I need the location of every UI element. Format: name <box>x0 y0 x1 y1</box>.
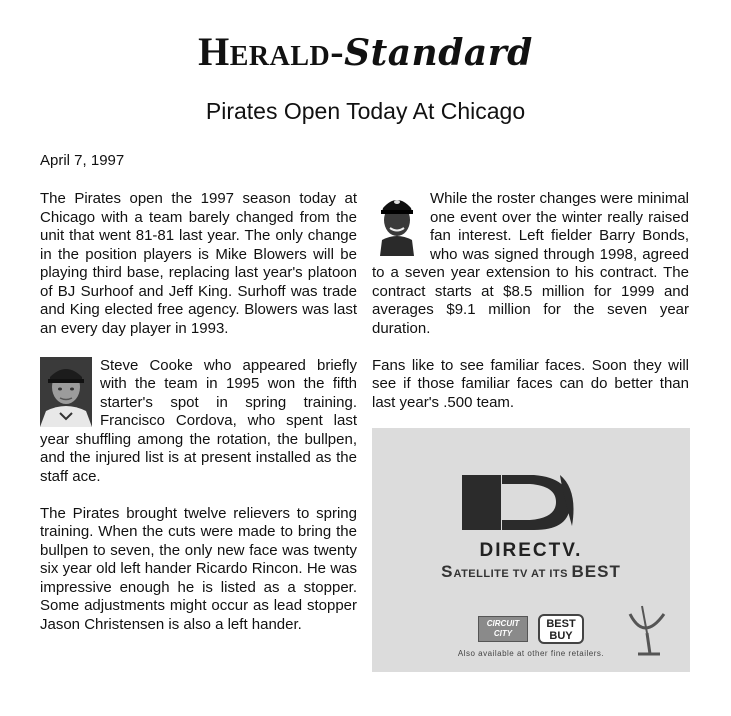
bonds-photo <box>372 190 422 256</box>
best-buy-line1: BEST <box>546 618 576 630</box>
circuit-city-line2: CITY <box>493 629 513 638</box>
paragraph-bullpen: The Pirates brought twelve relievers to spring training. When the cuts were made to bring the bullpen to seven, the only new face was twenty six year old left hander Ricardo Rincon. He was impressive enough he is listed as a stopper. Some adjustments might occur as lead stopper Jason Christensen is also a left hander. <box>40 504 357 633</box>
ad-footer-note: Also available at other fine retailers. <box>457 649 605 658</box>
directv-brand: DIRECTV. <box>479 540 583 561</box>
masthead-herald: Herald <box>198 29 331 74</box>
directv-tagline <box>372 562 690 582</box>
paragraph-familiar-faces: Fans like to see familiar faces. Soon they will see if those familiar faces can do better than last year's .500 team. <box>372 356 689 411</box>
article-column-right <box>372 190 689 431</box>
circuit-city-logo <box>478 616 528 642</box>
satellite-dish-icon <box>630 606 664 654</box>
tagline-best: BEST <box>571 562 621 581</box>
masthead-standard: Standard <box>344 32 533 74</box>
masthead <box>0 28 731 75</box>
paragraph-cooke: Steve Cooke who appeared briefly with the team in 1995 won the fifth starter's spot in spring training. Francisco Cordova, who spent last year shuffling among the rotation, the bullpen, and the injured list is at present installed as the staff ace. <box>40 356 357 485</box>
tagline-s: S <box>441 562 454 581</box>
headline: Pirates Open Today At Chicago <box>205 98 526 124</box>
tagline-tv-at-its: TV AT ITS <box>509 568 572 580</box>
directv-advertisement <box>372 428 690 672</box>
article-date: April 7, 1997 <box>40 152 125 169</box>
paragraph-bonds: While the roster changes were minimal one event over the winter really raised fan interest. Left fielder Barry Bonds, who was signed through 1998, agreed to a seven year extension to his contract. The contract starts at $8.5 million for 1999 and averages $9.1 million for the seven year duration. <box>372 190 689 337</box>
tagline-atellite: ATELLITE <box>453 568 510 580</box>
circuit-city-line1: CIRCUIT <box>486 619 520 628</box>
best-buy-line2: BUY <box>549 630 573 642</box>
best-buy-logo <box>538 614 584 644</box>
paragraph-opening: The Pirates open the 1997 season today at Chicago with a team barely changed from the unit that went 81-81 last year. The only change in the position players is Mike Blowers will be playing third base, replacing last year's platoon of BJ Surhoof and Jeff King. Surhoff was trade and King elected free agency. Blowers was last an every day player in 1993. <box>40 190 357 337</box>
cooke-photo <box>40 357 92 427</box>
article-column-left <box>40 190 357 653</box>
masthead-dash: - <box>330 29 345 74</box>
